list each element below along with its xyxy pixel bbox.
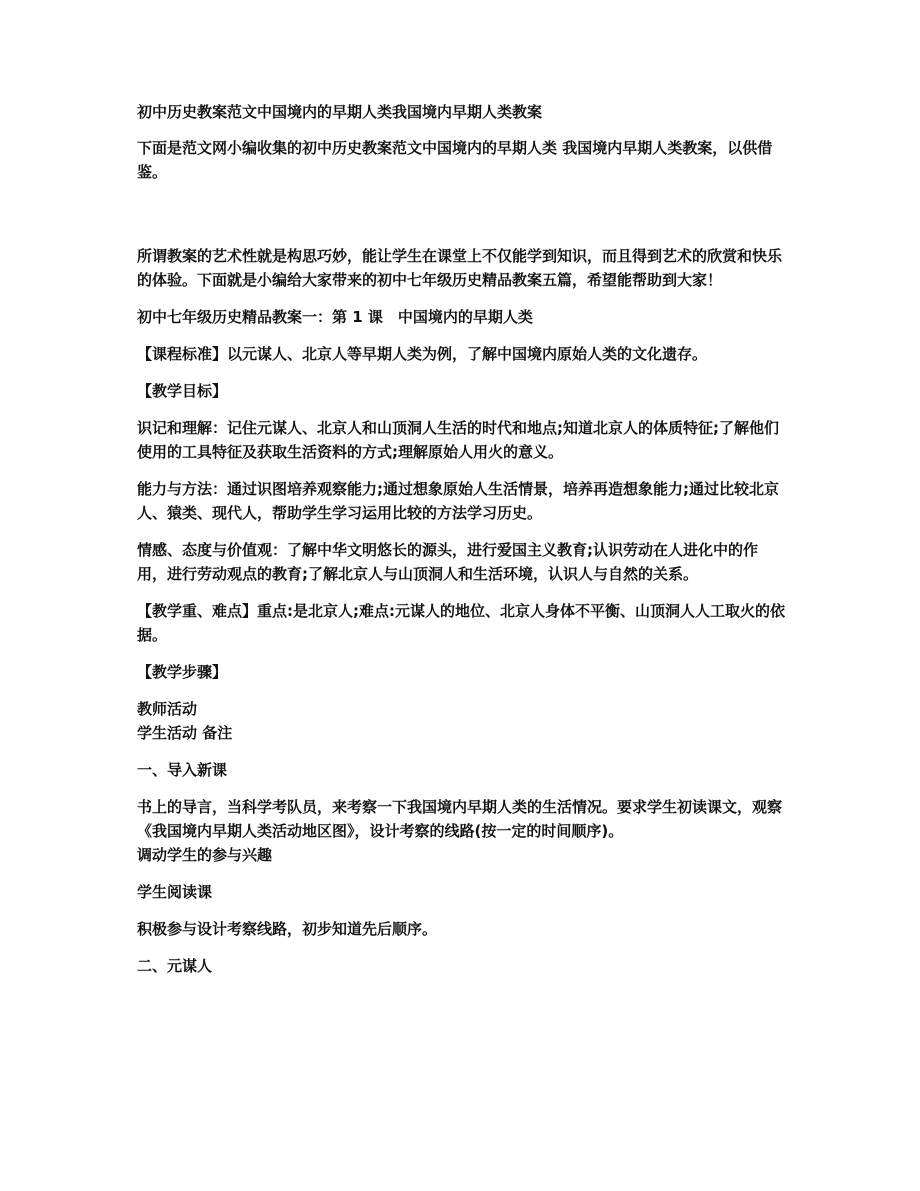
lesson-heading: 初中七年级历史精品教案一：第 1 课 中国境内的早期人类 — [137, 308, 533, 326]
section-1-note: 调动学生的参与兴趣 — [137, 846, 273, 864]
section-1-text: 书上的导言，当科学考队员，来考察一下我国境内早期人类的生活情况。要求学生初读课文，观察《我国境内早期人类活动地区图》，设计考察的线路(按一定的时间顺序)。 — [137, 798, 783, 840]
key-points: 【教学重、难点】重点:是北京人;难点:元谋人的地位、北京人身体不平衡、山顶洞人人工取火的依据。 — [137, 602, 786, 644]
teacher-activity-label: 教师活动 — [137, 700, 198, 718]
student-participate-text: 积极参与设计考察线路，初步知道先后顺序。 — [137, 920, 438, 938]
goal-ability: 能力与方法：通过识图培养观察能力;通过想象原始人生活情景，培养再造想象能力;通过比较北京人、猿类、现代人，帮助学生学习运用比较的方法学习历史。 — [137, 480, 780, 522]
curriculum-standard: 【课程标准】以元谋人、北京人等早期人类为例，了解中国境内原始人类的文化遗存。 — [137, 345, 708, 363]
document-title: 初中历史教案范文中国境内的早期人类我国境内早期人类教案 — [137, 103, 543, 121]
steps-heading: 【教学步骤】 — [137, 663, 228, 681]
section-2-heading: 二、元谋人 — [137, 957, 213, 975]
section-1-heading: 一、导入新课 — [137, 761, 228, 779]
student-activity-label: 学生活动 备注 — [137, 724, 233, 742]
document-page — [137, 100, 787, 991]
student-read-label: 学生阅读课 — [137, 883, 213, 901]
goals-heading: 【教学目标】 — [137, 382, 228, 400]
goal-knowledge: 识记和理解：记住元谋人、北京人和山顶洞人生活的时代和地点;知道北京人的体质特征;了解他们使用的工具特征及获取生活资料的方式;理解原始人用火的意义。 — [137, 419, 780, 461]
intro-paragraph: 下面是范文网小编收集的初中历史教案范文中国境内的早期人类 我国境内早期人类教案，以供借鉴。 — [137, 139, 773, 181]
preface-paragraph: 所谓教案的艺术性就是构思巧妙，能让学生在课堂上不仅能学到知识，而且得到艺术的欣赏和快乐的体验。下面就是小编给大家带来的初中七年级历史精品教案五篇，希望能帮助到大家！ — [137, 247, 783, 289]
goal-emotion: 情感、态度与价值观：了解中华文明悠长的源头，进行爱国主义教育;认识劳动在人进化中的作用，进行劳动观点的教育;了解北京人与山顶洞人和生活环境，认识人与自然的关系。 — [137, 541, 759, 583]
